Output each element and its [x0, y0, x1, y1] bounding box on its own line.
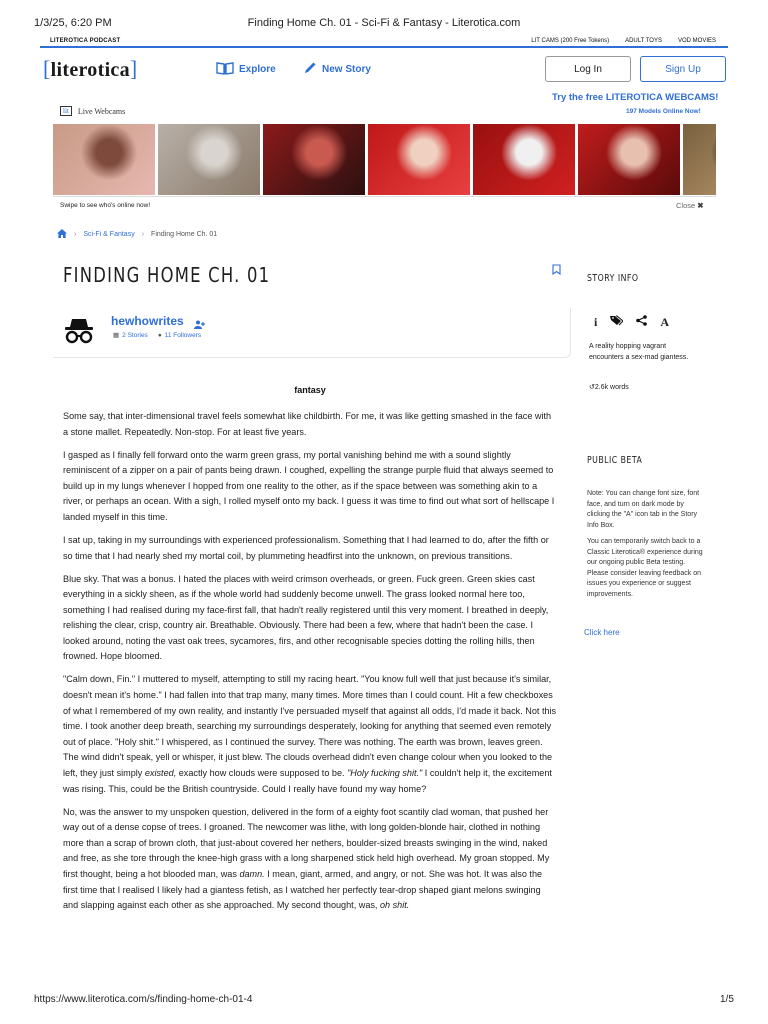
book-icon	[216, 61, 234, 78]
live-webcams-label	[60, 106, 125, 116]
beta-note-classic: You can temporarily switch back to a Classic Literotica® experience during our ongoing public Beta testing. Please consider leaving feedback on issues you experience or suggest improvements.	[587, 538, 703, 598]
podcast-link[interactable]: LITEROTICA PODCAST	[50, 38, 121, 44]
text-run: exactly how clouds were supposed to be.	[176, 768, 348, 779]
webcam-thumbnail[interactable]	[158, 124, 260, 195]
close-webcams-button[interactable]	[676, 201, 704, 210]
author-followers-link[interactable]	[158, 332, 201, 339]
vod-movies-link[interactable]: VOD MOVIES	[677, 38, 716, 44]
public-beta-heading: PUBLIC BETA	[587, 455, 643, 466]
new-story-label: New Story	[322, 63, 371, 75]
story-description: A reality hopping vagrant encounters a sex-mad giantess.	[589, 343, 689, 361]
author-name-link[interactable]: hewhowrites	[111, 314, 184, 328]
webcam-thumbnail[interactable]	[683, 124, 716, 195]
author-stats	[113, 331, 201, 339]
text-run: I mean, giant, armed, and angry, or not. She was hot. It was also the first time that I realised I likely had a giantess fetish, as I watched her perfectly tear-drop shaped giant melons swinging and slapping against each other as she approached. My second thought, was,	[63, 868, 543, 911]
breadcrumb-current: Finding Home Ch. 01	[151, 231, 218, 238]
word-count-label: 2.6k words	[594, 384, 629, 391]
print-url: https://www.literotica.com/s/finding-home-ch-01-4	[34, 994, 253, 1005]
webcam-thumbnail[interactable]	[473, 124, 575, 195]
people-icon: ●	[157, 331, 162, 339]
breadcrumb-separator: ›	[74, 231, 77, 238]
beta-note-font: Note: You can change font size, font face, and turn on dark mode by clicking the "A" icon tab in the Story Info Box.	[587, 490, 700, 529]
story-info-tabs	[594, 313, 669, 331]
text-run: No, was the answer to my unspoken question, delivered in the form of a eighty foot scantily clad woman, that pushed her way out of a dense copse of trees. I groaned. The newcomer was lithe, with long golden-blonde hair, clothed in nothing more than a scrap of brown cloth, that just-about covered her nethers, boulder-sized breasts swinging in the wind, naked and free, as she tore through the knee-high grass with a long sharpened stick held high overhead. My groan stopped. My first thought, being a hot blooded man, was	[63, 806, 550, 879]
print-datetime: 1/3/25, 6:20 PM	[34, 17, 112, 29]
story-paragraph	[63, 448, 558, 526]
explore-link[interactable]	[216, 61, 276, 78]
breadcrumb-category[interactable]: Sci-Fi & Fantasy	[83, 231, 135, 238]
text-run: I sat up, taking in my surroundings with experienced professionalism. Something that I had learned to do, after the fifth or so time that I had nearly shed my mortal coil, by plummeting headfirst into the unknown, on previous transitions.	[63, 534, 549, 561]
story-paragraph	[63, 805, 558, 914]
story-paragraph	[63, 672, 558, 797]
lit-mini-logo: lit	[60, 106, 72, 116]
logo-bracket-left: [	[43, 56, 51, 81]
author-avatar[interactable]	[64, 318, 94, 349]
breadcrumb-separator: ›	[141, 231, 145, 238]
logo-bracket-right: ]	[129, 56, 138, 81]
explore-label: Explore	[239, 64, 276, 75]
breadcrumb	[57, 229, 217, 240]
story-paragraph	[63, 409, 558, 440]
author-stories-count: 2 Stories	[122, 332, 148, 339]
share-icon[interactable]	[636, 313, 647, 331]
adult-toys-link[interactable]: ADULT TOYS	[625, 38, 662, 44]
close-icon: ✖	[697, 201, 704, 210]
new-story-link[interactable]	[304, 61, 371, 77]
webcam-thumbnail[interactable]	[368, 124, 470, 195]
info-icon[interactable]: i	[594, 314, 598, 329]
emphasized-text: existed,	[144, 768, 177, 779]
story-paragraph	[63, 572, 558, 666]
lit-cams-link[interactable]: LIT CAMS (200 Free Tokens)	[531, 38, 610, 44]
text-run: I couldn't help it, the excitement was rising. This, could be the British countryside. Could I really have found my way home?	[63, 768, 552, 794]
author-stories-link[interactable]	[113, 331, 148, 339]
text-run: Some say, that inter-dimensional travel feels somewhat like childbirth. For me, it was like getting smashed in the face with a stone mallet. Repeatedly. Non-stop. For at least five years.	[63, 411, 552, 437]
webcam-divider	[53, 196, 716, 197]
close-label: Close	[676, 201, 696, 210]
webcam-promo-link[interactable]: Try the free LITEROTICA WEBCAMS!	[552, 92, 719, 103]
bookmark-icon[interactable]	[552, 262, 561, 280]
webcam-thumbnail[interactable]	[578, 124, 680, 195]
models-online-count: 197 Models Online Now!	[626, 108, 701, 115]
top-strip	[40, 34, 728, 48]
print-document-title: Finding Home Ch. 01 - Sci-Fi & Fantasy - Literotica.com	[247, 17, 521, 29]
webcam-thumbnails	[53, 124, 716, 195]
emphasized-text: "Holy fucking shit."	[347, 768, 423, 779]
top-links	[531, 38, 716, 44]
print-page-number: 1/5	[720, 994, 734, 1005]
live-webcams-text: Live Webcams	[77, 106, 126, 116]
font-settings-icon[interactable]: A	[660, 314, 670, 329]
refresh-icon: ↺	[589, 384, 595, 391]
emphasized-text: oh shit.	[379, 900, 410, 911]
story-title: FINDING HOME CH. 01	[63, 263, 271, 287]
webcam-thumbnail[interactable]	[263, 124, 365, 195]
story-info-heading: STORY INFO	[587, 273, 639, 284]
webcam-thumbnail[interactable]	[53, 124, 155, 195]
classic-click-here-link[interactable]: Click here	[584, 628, 620, 637]
book-stack-icon: ▦	[113, 332, 120, 339]
tags-icon[interactable]	[610, 313, 623, 331]
login-button[interactable]: Log In	[545, 56, 631, 82]
word-count	[589, 383, 629, 391]
story-tag: fantasy	[294, 385, 326, 395]
logo-text: literotica	[50, 59, 130, 81]
text-run: "Calm down, Fin." I muttered to myself, attempting to still my racing heart. "You know full well that just because it's similar, doesn't mean it's home." I had fallen into that trap many, many times. More times than I could count. Hit a few checkboxes of what I remembered of my own reality, and instantly I've persuaded myself that against all odds, I'd made it back. Not this time. I took another deep breath, searching my surroundings desperately, looking for anything that seemed even remotely out of place. "Holy shit." I whispered, as I continued the survey. There was nothing. The earth was brown, leaves green. The wind didn't speak, yell or whisper, it just blew. The clouds overhead didn't even change colour when you looked to the left, they just simply	[63, 674, 557, 779]
pencil-icon	[304, 61, 317, 77]
text-run: Blue sky. That was a bonus. I hated the places with weird crimson overheads, or green. Fuck green. Green skies cast everything in a sickly sheen, as if the whole world had suddenly become unwell. The grass looked normal here too, something I had realised during my face-first fall, that hadn't really registered until this very moment. I breathed in deeply, relishing the clear, crisp, country air. Breathable. Obviously. There had been a few, where that hadn't been the case. I looked around, noting the vast oak trees, sycamores, firs, and other recognisable species dotting the rolling hills, then frowned. Hope bloomed.	[63, 573, 549, 662]
story-text	[63, 409, 558, 921]
swipe-hint: Swipe to see who's online now!	[60, 202, 151, 209]
story-paragraph	[63, 533, 558, 564]
text-run: I gasped as I finally fell forward onto the warm green grass, my portal vanishing behind me with a sound slightly reminiscent of a zipper on a pair of pants being drawn. I coughed, expelling the strange purple fluid that always seemed to build up in my lungs whenever I hopped from one reality to the other, as if the space between was something akin to a river, or perhaps an ocean. With a sigh, I rolled myself onto my back. I guess it was time to find out what sort of hellscape I landed myself in this time.	[63, 449, 555, 522]
home-icon[interactable]	[57, 229, 67, 240]
site-logo[interactable]	[43, 56, 138, 82]
emphasized-text: damn.	[239, 868, 265, 879]
signup-button[interactable]: Sign Up	[640, 56, 726, 82]
author-followers-count: 11 Followers	[164, 331, 202, 339]
